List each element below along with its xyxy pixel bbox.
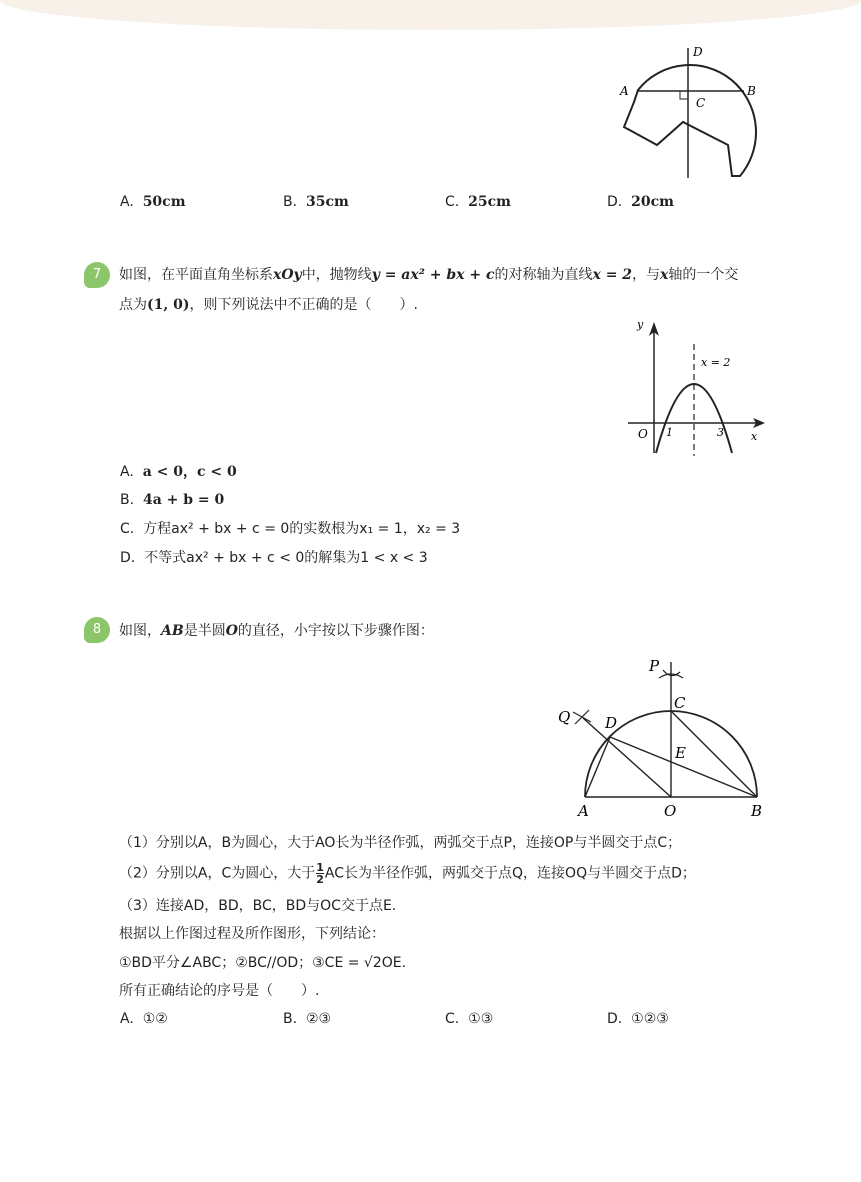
q7-parabola-figure (625, 318, 770, 458)
q8-label-p: P (649, 657, 660, 675)
q6-option-d[interactable]: D. 20cm (607, 194, 674, 210)
q8-option-d[interactable]: D. ①②③ (607, 1011, 669, 1027)
q7-label-1: 1 (666, 426, 673, 439)
q8-label-c: C (674, 694, 686, 712)
q6-label-b: B (747, 84, 756, 98)
q8-step-2: （2）分别以A，C为圆心，大于 $\frac{1}{2}$ AC长为半径作弧，两弧交于点Q，连接OQ与半圆交于点D； (119, 861, 696, 886)
q6-circle-figure (610, 40, 770, 185)
q8-option-c[interactable]: C. ①③ (445, 1011, 494, 1027)
q6-label-c: C (696, 96, 706, 110)
q7-option-c[interactable]: C. 方程ax² + bx + c = 0的实数根为x₁ = 1，x₂ = 3 (120, 521, 461, 537)
q7-stem-line2: 点为(1, 0)，则下列说法中不正确的是（ ）. (119, 297, 418, 313)
q8-label-b: B (751, 802, 763, 820)
q8-stem: 如图，AB是半圆O的直径，小宇按以下步骤作图： (119, 623, 434, 639)
q7-option-a[interactable]: A. a < 0，c < 0 (120, 464, 237, 480)
q8-number-badge: 8 (84, 617, 110, 643)
q6-label-d: D (693, 45, 703, 59)
q8-option-a[interactable]: A. ①② (120, 1011, 168, 1027)
q8-label-d: D (605, 714, 618, 732)
q6-label-a: A (620, 84, 629, 98)
q8-label-o: O (664, 802, 677, 820)
q8-line-oq (583, 718, 671, 797)
q8-fraction: $\frac{1}{2}$ (316, 861, 324, 886)
q6-right-angle (680, 91, 688, 99)
q8-line-ad (585, 737, 610, 797)
q8-step-3: （3）连接AD，BD，BC，BD与OC交于点E. (119, 898, 397, 914)
q6-arc (624, 65, 756, 176)
q7-option-b[interactable]: B. 4a + b = 0 (120, 492, 225, 508)
q8-label-q: Q (558, 708, 571, 726)
q8-step-1: （1）分别以A，B为圆心，大于AO长为半径作弧，两弧交于点P，连接OP与半圆交于点C； (119, 835, 682, 851)
q7-axis-label: x = 2 (701, 356, 731, 369)
q6-option-c[interactable]: C. 25cm (445, 194, 511, 210)
q8-option-b[interactable]: B. ②③ (283, 1011, 332, 1027)
q6-option-b[interactable]: B. 35cm (283, 194, 349, 210)
q8-conclusion-intro: 根据以上作图过程及所作图形，下列结论： (119, 926, 385, 942)
q7-label-y: y (637, 318, 644, 331)
q8-label-e: E (675, 744, 686, 762)
q7-label-x: x (751, 430, 758, 443)
q8-semicircle-figure (553, 652, 773, 827)
q7-label-o: O (638, 427, 648, 441)
q6-option-a[interactable]: A. 50cm (120, 194, 186, 210)
q7-option-d[interactable]: D. 不等式ax² + bx + c < 0的解集为1 < x < 3 (120, 550, 428, 566)
q8-conclusions: ①BD平分∠ABC；②BC//OD；③CE = √2OE. (119, 955, 407, 971)
page-header-band (0, 0, 861, 30)
q8-label-a: A (578, 802, 589, 820)
q7-label-3: 3 (717, 426, 724, 439)
q7-number-badge: 7 (84, 262, 110, 288)
q8-question: 所有正确结论的序号是（ ）. (119, 983, 320, 999)
q7-stem-line1: 如图，在平面直角坐标系xOy中，抛物线y = ax² + bx + c的对称轴为直线x = 2，与x轴的一个交 (119, 267, 739, 283)
